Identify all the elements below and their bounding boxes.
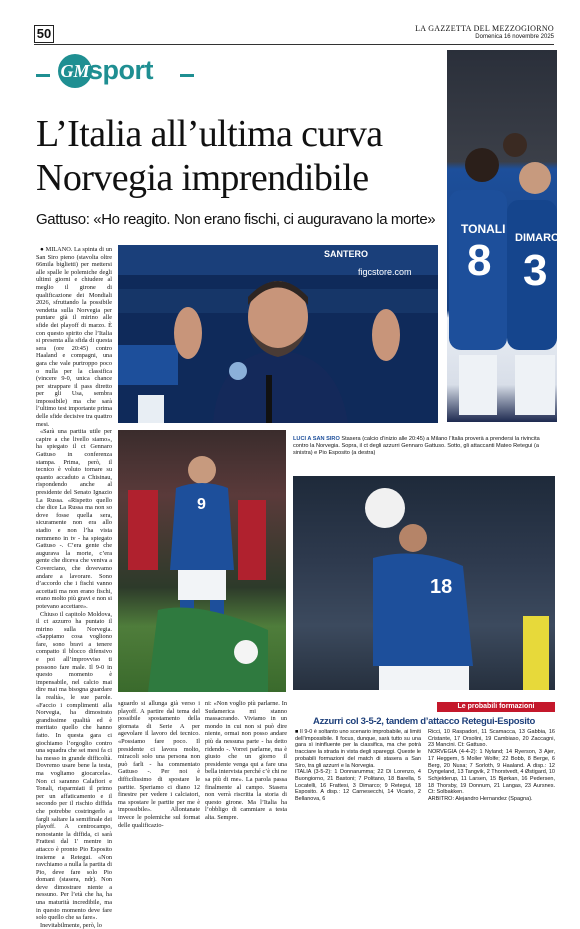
issue-date: Domenica 16 novembre 2025 <box>475 34 554 40</box>
shirt-number-retegui: 9 <box>197 496 206 513</box>
article-paragraph: ni: «Non voglio più parlarne. In Sudamerica mi stanno massacrando. Viviamo in un mondo in cui non si può dire niente, ormai non posso andare più da nessuna parte - ha detto ridendo -. Vorrei parlarne, ma è giusto che un giorno il presidente venga qui a fare una bella intervista perché c’è chi ne sa più di me». La parola passa finalmente al campo. Stasera non verrà riscritta la storia di questo girone. Ma l’Italia ha l’obbligo di cammiare a testa alta. Sempre. <box>205 700 287 821</box>
article-column-2 <box>118 700 200 828</box>
page-number: 50 <box>34 25 54 43</box>
lineups-title: Azzurri col 3-5-2, tandem d’attacco Retegui-Esposito <box>313 716 535 727</box>
retegui-photo <box>118 430 286 692</box>
section-name: sport <box>88 55 153 85</box>
header-rule <box>34 44 554 45</box>
caption-text: Stasera (calcio d’inizio alle 20:45) a Milano l’Italia proverà a prendersi la rivincita contro la Norvegia. Sopra, il ct degli azzurri Gennaro Gattuso. Sotto, gli attaccanti Mateo Retegui (a sinistra) e Pio Esposito (a destra) <box>293 436 540 456</box>
gm-logo: GM <box>58 54 92 88</box>
photo-caption <box>293 436 555 457</box>
article-paragraph: «Sarà una partita utile per capire a che livello siamo», ha spiegato il ct Gennaro Gattuso in conferenza stampa. Prima, però, il tecnico è voluto tornare su quanto accaduto a Chisinau, rispondendo anche al presidente del Senato Ignazio La Russa. «Rispetto quello che dice La Russa ma non so dove fosse quella sera, sicuramente non era allo stadio e non l’ha vista nemmeno in tv - ha spiegato Gattuso -. C’era gente che augurava la morte, c’era gente che diceva che veniva a Coverciano, che dovevamo andare a lavorare. Sono d’accordo che i fischi vanno accettati ma non erano fischi, erano molto più gravi e non si potevano accettare». <box>36 428 112 610</box>
retegui-figure <box>118 430 286 692</box>
section-dash-left <box>36 74 50 77</box>
shirt-name-left: TONALI <box>461 222 506 236</box>
section-dash-right <box>180 74 194 77</box>
shirt-number-esposito: 18 <box>430 576 453 598</box>
subheadline: Gattuso: «Ho reagito. Non erano fischi, ci auguravano la morte» <box>36 211 436 228</box>
lineups-text: Ricci, 10 Raspadori, 11 Scamacca, 13 Gabbia, 16 Cristante, 17 Orsolini, 19 Cambiaso, 20 Zaccagni, 23 Mancini. Ct: Gattuso. NORVEGIA (4-4-2): 1 Nyland; 14 Ryerson, 3 Ajer, 17 Heggem, 5 Moller Wolfe; 22 Bobb, 8 Berge, 6 Berg, 20 Nusa; 7 Sorloth, 9 Haaland. A disp.: 12 Dyngeland, 13 Tangvik, 2 Thorstvedt, 4 Østigard, 10 Schjelderup, 11 Larsen, 15 Bjørkan, 16 Pedersen, 18 Thorsby, 19 Donnum, 21 Langas, 23 Aursnes. Ct: Solbakken. ARBITRO: Alejandro Hernandez (Spagna). <box>428 729 555 803</box>
lineups-column-left <box>295 729 421 829</box>
headline-line-1: L’Italia all’ultima curva <box>36 113 383 155</box>
lineups-column-right <box>428 729 555 829</box>
shirt-number-right: 3 <box>523 246 548 295</box>
article-paragraph: sguardo si allunga già verso i playoff. A partire dal tema del possibile spostamento della giornata di Serie A per agevolare il lavoro del tecnico. «Possiamo fare poco. Il presidente ci lavora molto, miracoli solo una persona non può farli - ha commentato Gattuso -. Per noi è difficilissimo di spostare le partite. Speriamo ci diano 12 finestre per vedere i calciatori, ma spostare le partite per me è impossibile». Allontanate invece le polemiche sul format delle qualificazio- <box>118 700 200 829</box>
shirt-number-left: 8 <box>467 236 492 285</box>
esposito-photo <box>293 476 555 690</box>
article-paragraph: Chiuso il capitolo Moldova, il ct azzurro ha puntato il mirino sulla Norvegia. «Sappiamo cosa vogliono fare, sono bravi a tenere compatto il blocco difensivo e poi all’improvviso ti possono fare male. Il 9-0 in questo momento è impensabile, nel calcio mai dire mai ma bisogna guardare la realtà», le sue parole. «Faccio i complimenti alla Norvegia, ha dimostrato grandissime qualità ed è meritato quello che hanno fatto. In questa gara ci giochiamo l’orgoglio contro una squadra che sei mesi fa ci ha messo in grande difficoltà. Dovremo usare bene la testa, ma vogliamo giocarcela». Non ci saranno Calafiori e Tonali, risparmiati il primo per un affaticamento e il secondo per il rischio diffida che potrebbe costringerlo a fargli saltare la semifinale dei playoff. A centrocampo, nonostante la diffida, ci sarà Frattesi dal 1' mentre in attacco è pronto Pio Esposito insieme a Retegui. «Non ravchiamo a nulla la partita di Pio, deve fare solo Pio domani (stasera, ndr). Non deve dimostrare niente a nessuno. Per l’età che ha, ha una maturità incredibile, ma in questo momento deve fare solo quello che sa fare». <box>36 610 112 922</box>
lineups-text: ■ Il 9-0 è soltanto uno scenario improbabile, ai limiti dell’impossibile. Il focus, dunque, sarà tutto su una gara sì ininfluente per la classifica, ma che potrà tracciare la strada in vista degli spareggi. Queste le probabili formazioni del match di stasera a San Siro, tra gli azzurri e la Norvegia. ITALIA (3-5-2): 1 Donnarumma; 22 Di Lorenzo, 4 Buongiorno, 21 Bastoni; 7 Politano, 18 Barella, 5 Locatelli, 16 Frattesi, 3 Dimarco; 9 Retegui, 18 Esposito. A disp.: 12 Carnesecchi, 14 Vicario, 2 Bellanova, 6 <box>295 729 421 803</box>
article-paragraph: ● MILANO. La spinta di un San Siro pieno (stavolta oltre 66mila biglietti) per mettersi alle spalle le polemiche degli ultimi giorni e chiudere al meglio il girone di qualificazione dei Mondiali 2026, sfruttando la possibile vendetta sulla Norvegia per puntare già il mirino alle sfide dei playoff di marzo. È con questo spirito che l’Italia si presenta alla sfida di questa sera (ore 20:45) contro Haaland e compagni, una gara che vale purtroppo poco o nulla per la classifica (vincere 9-0, unica chance per strappare il pass diretto per gli Usa, sembra impossibile) ma che sarà l’ultimo test importante prima delle sfide decisive tra quattro mesi. <box>36 246 112 428</box>
lineups-tag: Le probabili formazioni <box>437 702 555 712</box>
shirt-name-right: DIMARCO <box>515 232 568 244</box>
players-back-photo <box>447 50 568 422</box>
article-paragraph: Inevitabilmente, però, lo <box>40 921 102 929</box>
masthead: LA GAZZETTA DEL MEZZOGIORNO <box>415 24 554 33</box>
esposito-figure <box>293 476 555 690</box>
gattuso-figure <box>118 245 438 423</box>
gattuso-photo <box>118 245 438 423</box>
article-column-1 <box>36 246 112 929</box>
banner-sponsor: SANTERO <box>324 249 369 259</box>
article-column-3 <box>205 700 287 828</box>
caption-lead: LUCI A SAN SIRO <box>293 436 340 442</box>
banner-store: figcstore.com <box>358 267 412 277</box>
headline-line-2: Norvegia imprendibile <box>36 157 369 199</box>
